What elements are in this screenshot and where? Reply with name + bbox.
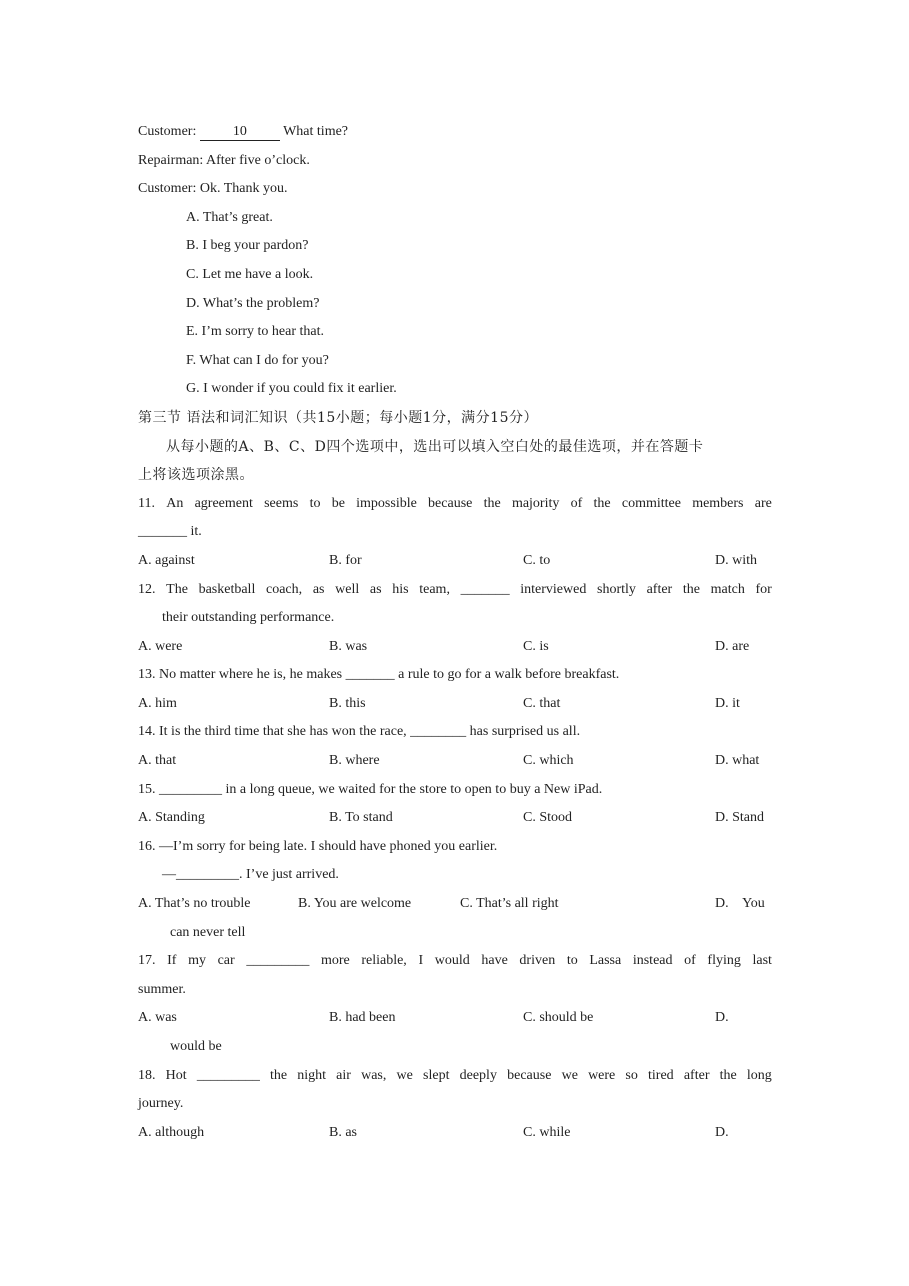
q17-option-b: B. had been bbox=[329, 1010, 396, 1026]
word: coach, bbox=[266, 581, 303, 597]
q18-option-d: D. bbox=[715, 1124, 729, 1140]
option-d: D. What’s the problem? bbox=[186, 295, 320, 311]
q11-option-c: C. to bbox=[523, 552, 551, 568]
word: The bbox=[166, 581, 188, 597]
word: the bbox=[682, 581, 700, 597]
option-e: E. I’m sorry to hear that. bbox=[186, 324, 325, 340]
q16-option-b: B. You are welcome bbox=[298, 896, 412, 912]
word: long bbox=[746, 1067, 772, 1083]
q18-option-a: A. although bbox=[138, 1124, 205, 1140]
word: basketball bbox=[198, 581, 256, 597]
q14-option-b: B. where bbox=[329, 753, 380, 769]
word: agreement bbox=[194, 495, 253, 511]
word: my bbox=[188, 953, 206, 969]
section-instruction-1: 从每小题的A、B、C、D四个选项中，选出可以填入空白处的最佳选项，并在答题卡 bbox=[166, 438, 704, 455]
word: An bbox=[166, 495, 184, 511]
word: have bbox=[481, 953, 508, 969]
q16-option-a: A. That’s no trouble bbox=[138, 896, 251, 912]
q18-option-b: B. as bbox=[329, 1124, 357, 1140]
q11-options bbox=[138, 547, 772, 576]
word: shortly bbox=[597, 581, 636, 597]
word: seems bbox=[264, 495, 299, 511]
q15-option-c: C. Stood bbox=[523, 810, 573, 826]
q17-stem-line-2: summer. bbox=[138, 981, 186, 997]
q16-stem-line-2: —_________. I’ve just arrived. bbox=[162, 867, 339, 883]
q11-option-b: B. for bbox=[329, 552, 362, 568]
q15-option-a: A. Standing bbox=[138, 810, 205, 826]
word: 12. bbox=[138, 581, 156, 597]
word: would bbox=[434, 953, 470, 969]
q13-option-d: D. it bbox=[715, 695, 740, 711]
option-b: B. I beg your pardon? bbox=[186, 238, 309, 254]
q18-option-c: C. while bbox=[523, 1124, 571, 1140]
word: of bbox=[570, 495, 583, 511]
word: air bbox=[336, 1067, 351, 1083]
word: was, bbox=[361, 1067, 387, 1083]
blank-10: 10 bbox=[200, 124, 280, 141]
word: tired bbox=[648, 1067, 674, 1083]
q12-option-d: D. are bbox=[715, 638, 750, 654]
option-a: A. That’s great. bbox=[186, 209, 273, 225]
q12-stem-line-1 bbox=[138, 576, 772, 605]
word: instead bbox=[632, 953, 673, 969]
q14-options bbox=[138, 747, 772, 776]
word: If bbox=[167, 953, 177, 969]
word: after bbox=[646, 581, 673, 597]
word: last bbox=[752, 953, 772, 969]
q18-stem-line-2: journey. bbox=[138, 1096, 184, 1112]
q17-option-a: A. was bbox=[138, 1010, 177, 1026]
q12-option-b: B. was bbox=[329, 638, 368, 654]
dialogue-prefix: Customer: bbox=[138, 124, 200, 139]
word: car bbox=[217, 953, 235, 969]
answer-blank: _________ bbox=[246, 953, 310, 969]
q16-stem-line-1: 16. —I’m sorry for being late. I should have phoned you earlier. bbox=[138, 838, 498, 854]
q12-stem-line-2: their outstanding performance. bbox=[162, 610, 335, 626]
word: committee bbox=[621, 495, 681, 511]
word: interviewed bbox=[520, 581, 587, 597]
q16-option-d-continued: can never tell bbox=[170, 924, 246, 940]
word: 18. bbox=[138, 1067, 156, 1083]
word: of bbox=[684, 953, 696, 969]
q13-options bbox=[138, 690, 772, 719]
word: his bbox=[392, 581, 409, 597]
q15-options bbox=[138, 804, 772, 833]
word: we bbox=[396, 1067, 413, 1083]
word: 17. bbox=[138, 953, 156, 969]
word: the bbox=[269, 1067, 288, 1083]
word: the bbox=[483, 495, 501, 511]
word: as bbox=[369, 581, 382, 597]
word: be bbox=[331, 495, 345, 511]
word: 11. bbox=[138, 495, 155, 511]
q17-stem-line-1 bbox=[138, 947, 772, 976]
exam-page bbox=[138, 118, 772, 1147]
q16-option-d: D. You bbox=[715, 896, 765, 912]
word: are bbox=[754, 495, 772, 511]
q13-option-a: A. him bbox=[138, 695, 177, 711]
q17-option-d: D. bbox=[715, 1010, 729, 1026]
word: as bbox=[312, 581, 325, 597]
q18-stem-line-1 bbox=[138, 1062, 772, 1091]
section-title: 第三节 语法和词汇知识（共15小题；每小题1分，满分15分） bbox=[138, 409, 538, 426]
word: the bbox=[593, 495, 611, 511]
q12-options bbox=[138, 633, 772, 662]
dialogue-suffix: What time? bbox=[279, 124, 349, 139]
q14-option-a: A. that bbox=[138, 753, 177, 769]
word: members bbox=[692, 495, 744, 511]
q11-option-a: A. against bbox=[138, 552, 195, 568]
q16-option-c: C. That’s all right bbox=[460, 896, 559, 912]
word: Hot bbox=[165, 1067, 187, 1083]
word: driven bbox=[519, 953, 556, 969]
word: well bbox=[335, 581, 360, 597]
word: slept bbox=[423, 1067, 450, 1083]
word: night bbox=[297, 1067, 327, 1083]
q15-option-b: B. To stand bbox=[329, 810, 393, 826]
q11-stem-line-2: _______ it. bbox=[138, 524, 202, 540]
q13-option-b: B. this bbox=[329, 695, 366, 711]
q12-option-a: A. were bbox=[138, 638, 183, 654]
section-instruction-2: 上将该选项涂黑。 bbox=[138, 467, 254, 484]
word: team, bbox=[419, 581, 450, 597]
word: impossible bbox=[356, 495, 417, 511]
dialogue-line-customer-1 bbox=[138, 118, 772, 147]
word: we bbox=[561, 1067, 578, 1083]
word: the bbox=[719, 1067, 737, 1083]
answer-blank: _________ bbox=[196, 1067, 260, 1083]
q11-stem-line-1 bbox=[138, 490, 772, 519]
q14-stem: 14. It is the third time that she has won the race, ________ has surprised us all. bbox=[138, 724, 581, 740]
q13-option-c: C. that bbox=[523, 695, 561, 711]
word: so bbox=[625, 1067, 638, 1083]
word: after bbox=[683, 1067, 710, 1083]
dialogue-line-customer-2: Customer: Ok. Thank you. bbox=[138, 181, 288, 197]
q14-option-c: C. which bbox=[523, 753, 574, 769]
answer-blank: _______ bbox=[460, 581, 510, 597]
q15-stem: 15. _________ in a long queue, we waited for the store to open to buy a New iPad. bbox=[138, 781, 603, 797]
option-f: F. What can I do for you? bbox=[186, 352, 329, 368]
q11-option-d: D. with bbox=[715, 552, 757, 568]
word: reliable, bbox=[361, 953, 407, 969]
q12-option-c: C. is bbox=[523, 638, 549, 654]
q17-options bbox=[138, 1004, 772, 1033]
word: Lassa bbox=[589, 953, 622, 969]
option-c: C. Let me have a look. bbox=[186, 266, 314, 282]
q17-option-c: C. should be bbox=[523, 1010, 594, 1026]
option-g: G. I wonder if you could fix it earlier. bbox=[186, 381, 397, 397]
word: majority bbox=[511, 495, 560, 511]
q13-stem: 13. No matter where he is, he makes _______ a rule to go for a walk before breakfast. bbox=[138, 667, 620, 683]
q14-option-d: D. what bbox=[715, 753, 760, 769]
word: to bbox=[309, 495, 321, 511]
word: flying bbox=[707, 953, 741, 969]
q15-option-d: D. Stand bbox=[715, 810, 764, 826]
word: were bbox=[588, 1067, 616, 1083]
word: because bbox=[428, 495, 473, 511]
word: I bbox=[418, 953, 424, 969]
word: more bbox=[320, 953, 350, 969]
word: match bbox=[710, 581, 745, 597]
q18-options bbox=[138, 1119, 772, 1148]
word: deeply bbox=[459, 1067, 497, 1083]
q16-options bbox=[138, 890, 772, 919]
q17-option-d-continued: would be bbox=[170, 1039, 222, 1054]
dialogue-line-repairman: Repairman: After five o’clock. bbox=[138, 152, 310, 168]
word: for bbox=[755, 581, 772, 597]
word: because bbox=[507, 1067, 552, 1083]
word: to bbox=[566, 953, 578, 969]
